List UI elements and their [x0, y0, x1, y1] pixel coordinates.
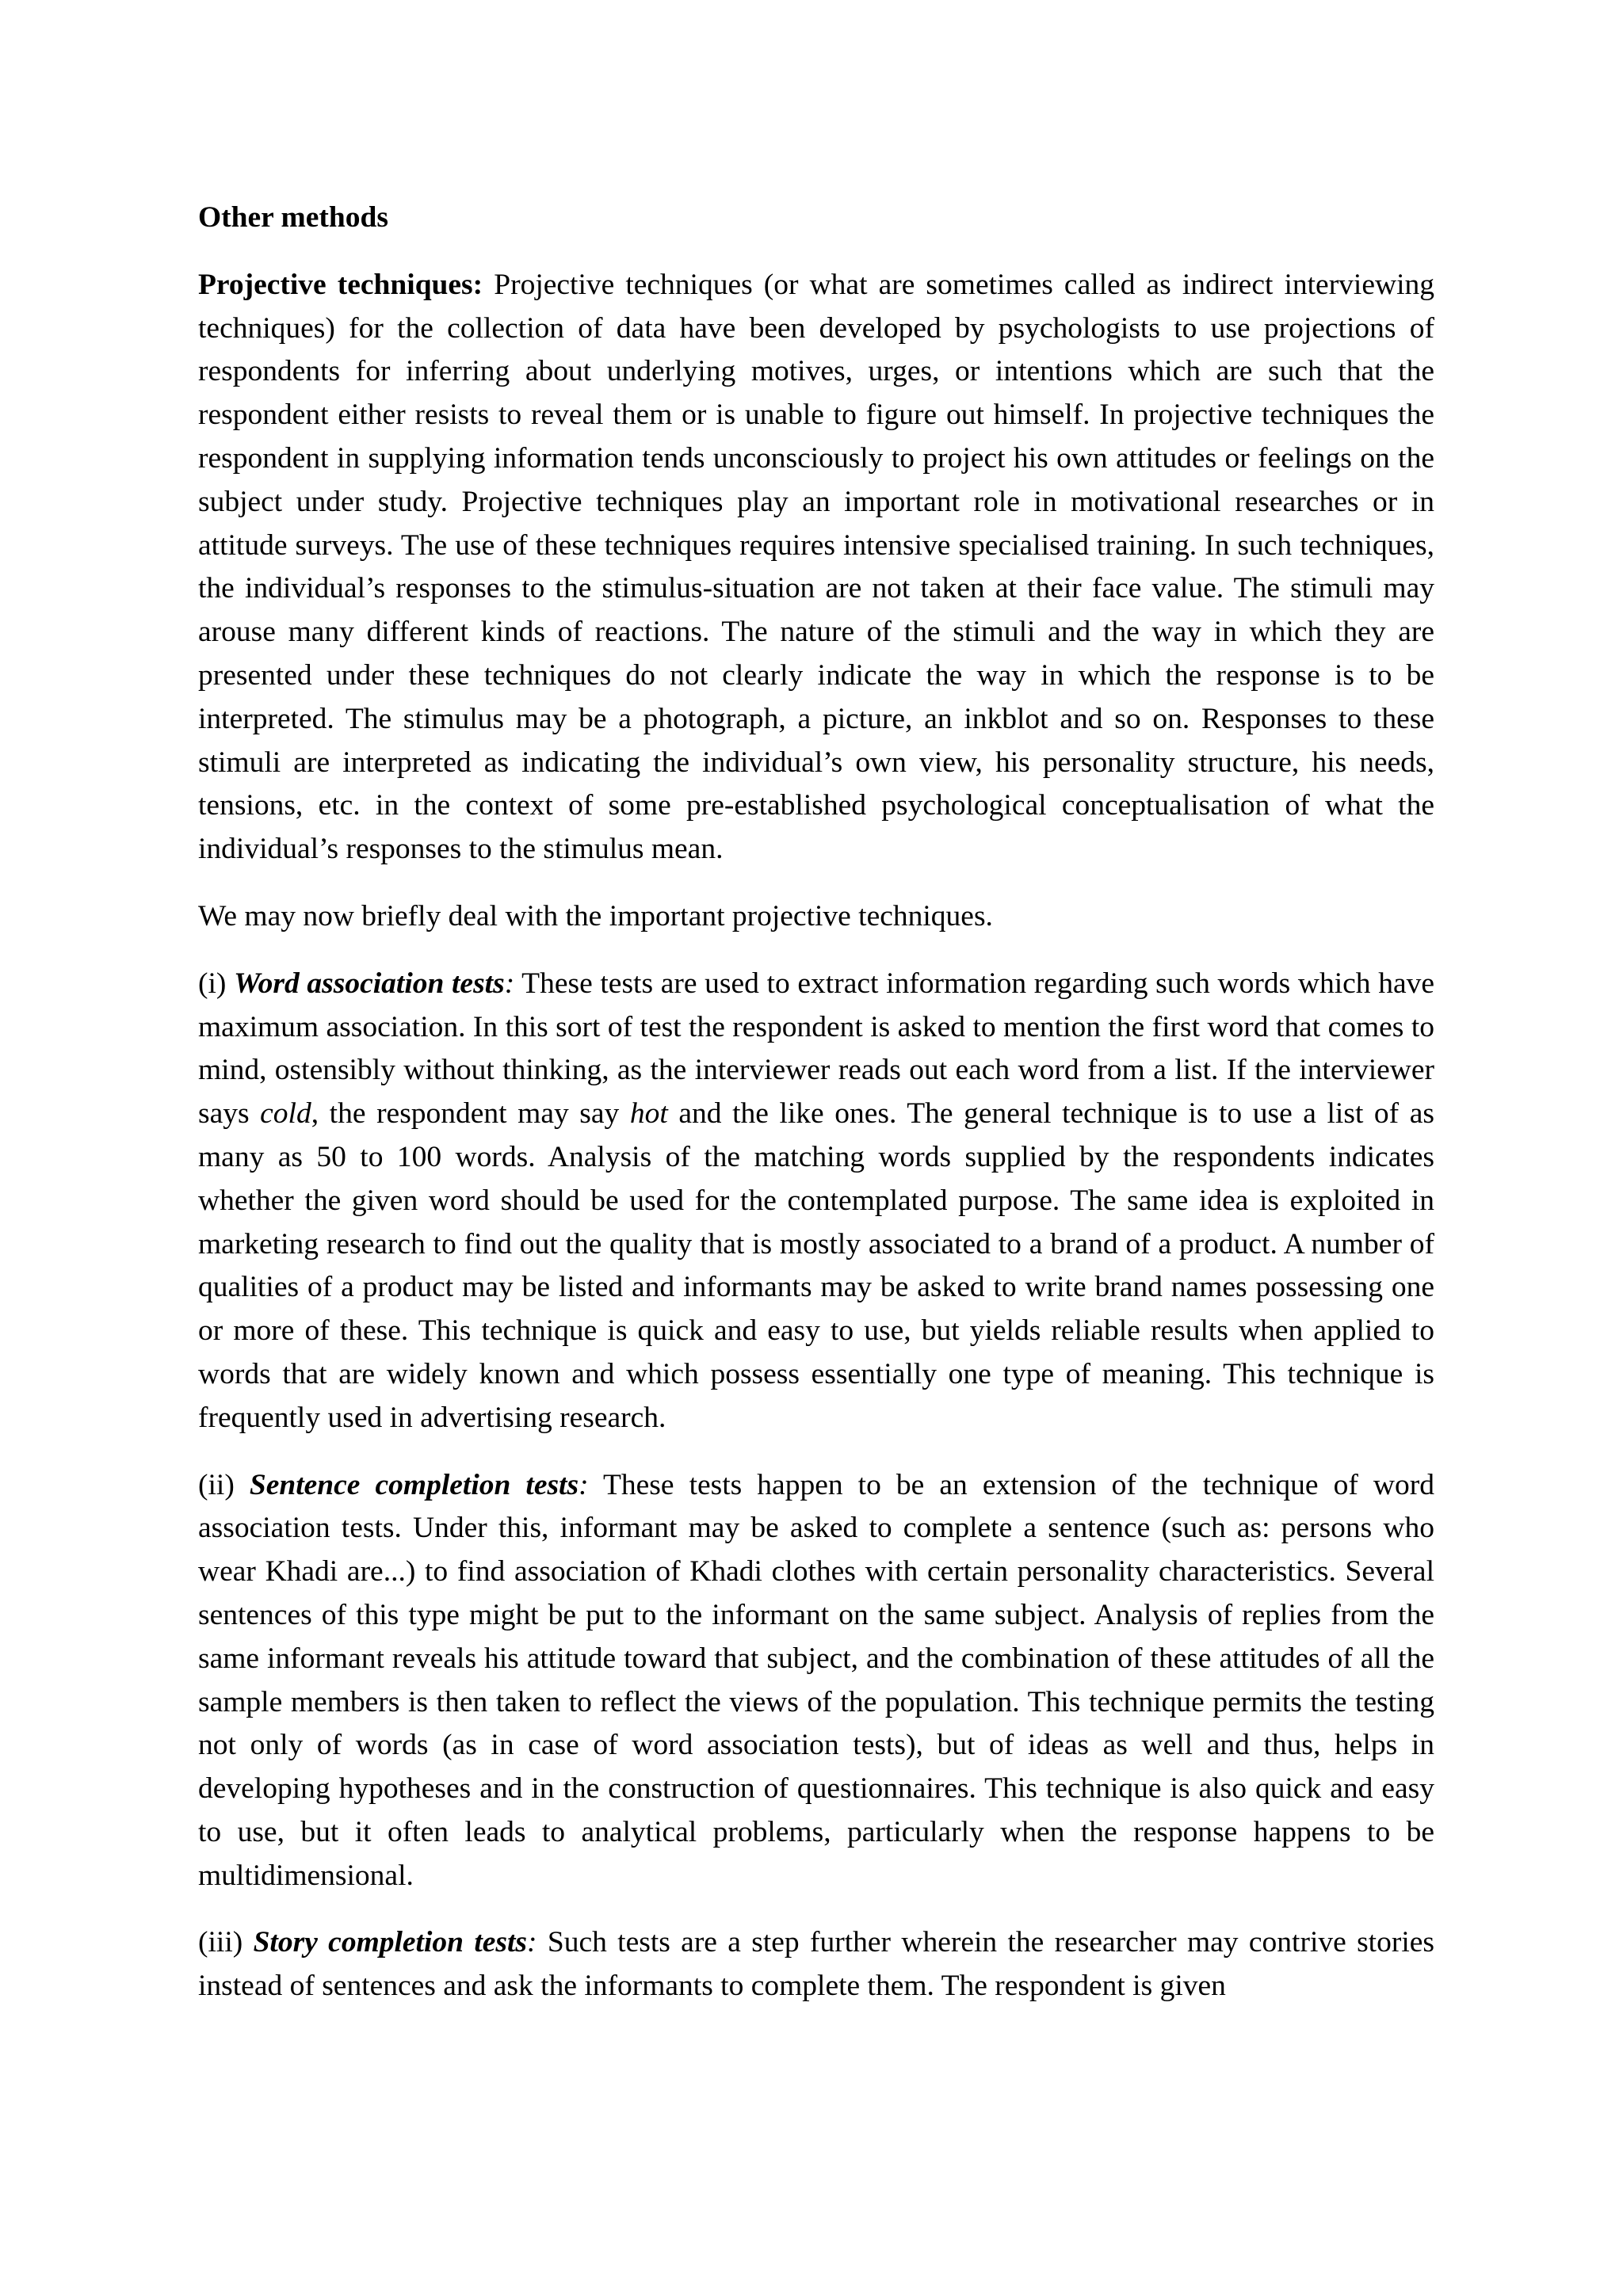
word-cold: cold: [260, 1097, 311, 1131]
word-association-number: (i): [198, 967, 235, 1000]
sentence-completion-body: These tests happen to be an extension of the technique of word association tests. Under this, informant may be asked to complete a sentence (such as: persons who wear Khadi are...) to find association of Khadi clothes with certain personality characteristics. Several sentences of this type might be put to the informant on the same subject. Analysis of replies from the same informant reveals his attitude toward that subject, and the combination of these attitudes of all the sample members is then taken to reflect the views of the population. This technique permits the testing not only of words (as in case of word association tests), but of ideas as well and thus, helps in developing hypotheses and in the construction of questionnaires. This technique is also quick and easy to use, but it often leads to analytical problems, particularly when the response happens to be multidimensional.: [198, 1468, 1434, 1892]
intro-paragraph: We may now briefly deal with the important projective techniques.: [198, 899, 993, 933]
sentence-completion-colon: :: [579, 1468, 589, 1501]
word-hot: hot: [629, 1097, 668, 1131]
projective-techniques-body: Projective techniques (or what are sometimes called as indirect interviewing techniques) for the collection of data have been developed by psychologists to use projections of respondents for inferring about underlying motives, urges, or intentions which are such that the respondent either resists to reveal them or is unable to figure out himself. In projective techniques the respondent in supplying information tends unconsciously to project his own attitudes or feelings on the subject under study. Projective techniques play an important role in motivational researches or in attitude surveys. The use of these techniques requires intensive specialised training. In such techniques, the individual’s responses to the stimulus-situation are not taken at their face value. The stimuli may arouse many different kinds of reactions. The nature of the stimuli and the way in which they are presented under these techniques do not clearly indicate the way in which the response is to be interpreted. The stimulus may be a photograph, a picture, an inkblot and so on. Responses to these stimuli are interpreted as indicating the individual’s own view, his personality structure, his needs, tensions, etc. in the context of some pre-established psychological conceptualisation of what the individual’s responses to the stimulus mean.: [198, 268, 1434, 866]
word-association-body-b: , the respondent may say: [311, 1097, 630, 1131]
document-page: [198, 196, 1434, 2032]
story-completion-number: (iii): [198, 1926, 254, 1959]
projective-techniques-paragraph: [198, 264, 1434, 871]
section-heading: Other methods: [198, 201, 388, 234]
word-association-paragraph: [198, 963, 1434, 1440]
story-completion-colon: :: [527, 1926, 537, 1959]
sentence-completion-number: (ii): [198, 1468, 250, 1501]
word-association-title: Word association tests: [234, 967, 505, 1000]
projective-techniques-lead: Projective techniques:: [198, 268, 483, 301]
word-association-body-c: and the like ones. The general technique is to use a list of as many as 50 to 100 words. Analysis of the matching words supplied by the respondents indicates whether the given word should be used for the contemplated purpose. The same idea is exploited in marketing research to find out the quality that is mostly associated to a brand of a product. A number of qualities of a product may be listed and informants may be asked to write brand names possessing one or more of these. This technique is quick and easy to use, but yields reliable results when applied to words that are widely known and which possess essentially one type of meaning. This technique is frequently used in advertising research.: [198, 1097, 1434, 1434]
sentence-completion-title: Sentence completion tests: [249, 1468, 579, 1501]
sentence-completion-paragraph: [198, 1464, 1434, 1898]
word-association-colon: :: [504, 967, 515, 1000]
story-completion-body: Such tests are a step further wherein the researcher may contrive stories instead of sentences and ask the informants to complete them. The respondent is given: [198, 1926, 1434, 2003]
story-completion-title: Story completion tests: [253, 1926, 527, 1959]
story-completion-paragraph: [198, 1921, 1434, 2008]
word-association-body-a: These tests are used to extract information regarding such words which have maximum association. In this sort of test the respondent is asked to mention the first word that comes to mind, ostensibly without thinking, as the interviewer reads out each word from a list. If the interviewer says: [198, 967, 1434, 1131]
